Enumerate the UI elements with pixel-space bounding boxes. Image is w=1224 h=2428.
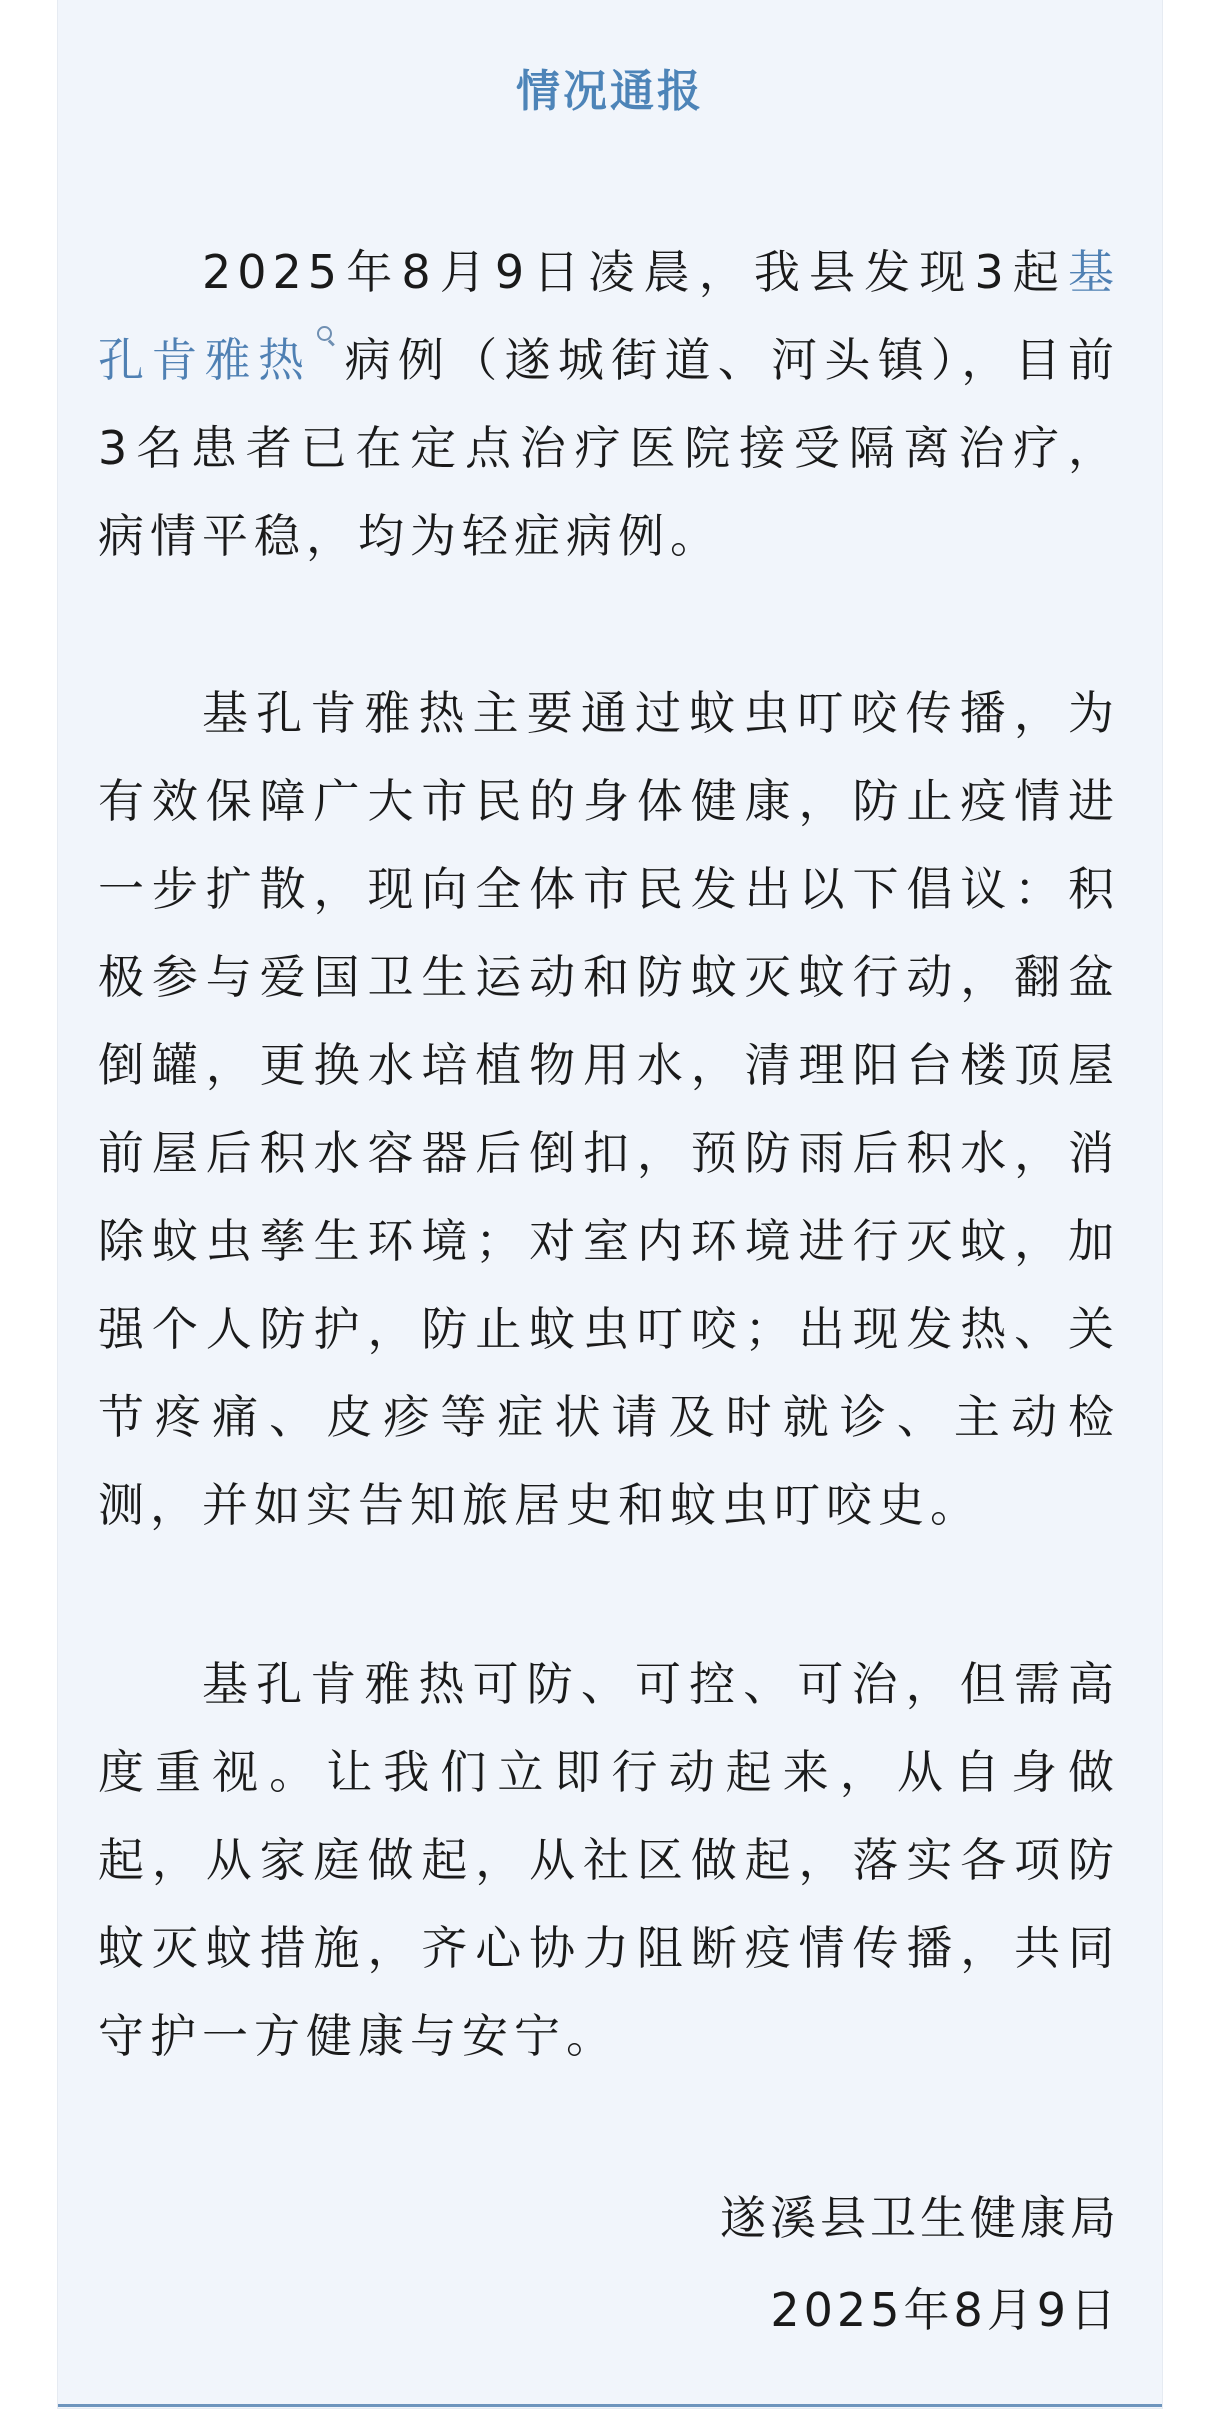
paragraph-1-text-before: 2025年8月9日凌晨，我县发现3起 <box>202 245 1068 299</box>
search-icon[interactable] <box>315 316 337 346</box>
notice-title: 情况通报 <box>516 66 704 117</box>
paragraph-1-text-after: 病例（遂城街道、河头镇），目前3名患者已在定点治疗医院接受隔离治疗，病情平稳，均为轻症病例。 <box>98 333 1121 563</box>
chikungunya-search-link[interactable]: 基孔肯雅热 <box>98 245 1120 387</box>
paragraph-call-to-action: 基孔肯雅热可防、可控、可治，但需高度重视。让我们立即行动起来，从自身做起，从家庭做起，从社区做起，落实各项防蚊灭蚊措施，齐心协力阻断疫情传播，共同守护一方健康与安宁。 <box>98 1657 1120 2063</box>
bottom-divider <box>58 2404 1162 2407</box>
signature-date: 2025年8月9日 <box>770 2283 1120 2337</box>
paragraph-prevention-advice: 基孔肯雅热主要通过蚊虫叮咬传播，为有效保障广大市民的身体健康，防止疫情进一步扩散，现向全体市民发出以下倡议：积极参与爱国卫生运动和防蚊灭蚊行动，翻盆倒罐，更换水培植物用水，清理阳台楼顶屋前屋后积水容器后倒扣，预防雨后积水，消除蚊虫孳生环境；对室内环境进行灭蚊，加强个人防护，防止蚊虫叮咬；出现发热、关节疼痛、皮疹等症状请及时就诊、主动检测，并如实告知旅居史和蚊虫叮咬史。 <box>98 686 1120 1532</box>
paragraph-outbreak-report <box>98 228 1120 580</box>
signature-organization: 遂溪县卫生健康局 <box>720 2191 1120 2245</box>
